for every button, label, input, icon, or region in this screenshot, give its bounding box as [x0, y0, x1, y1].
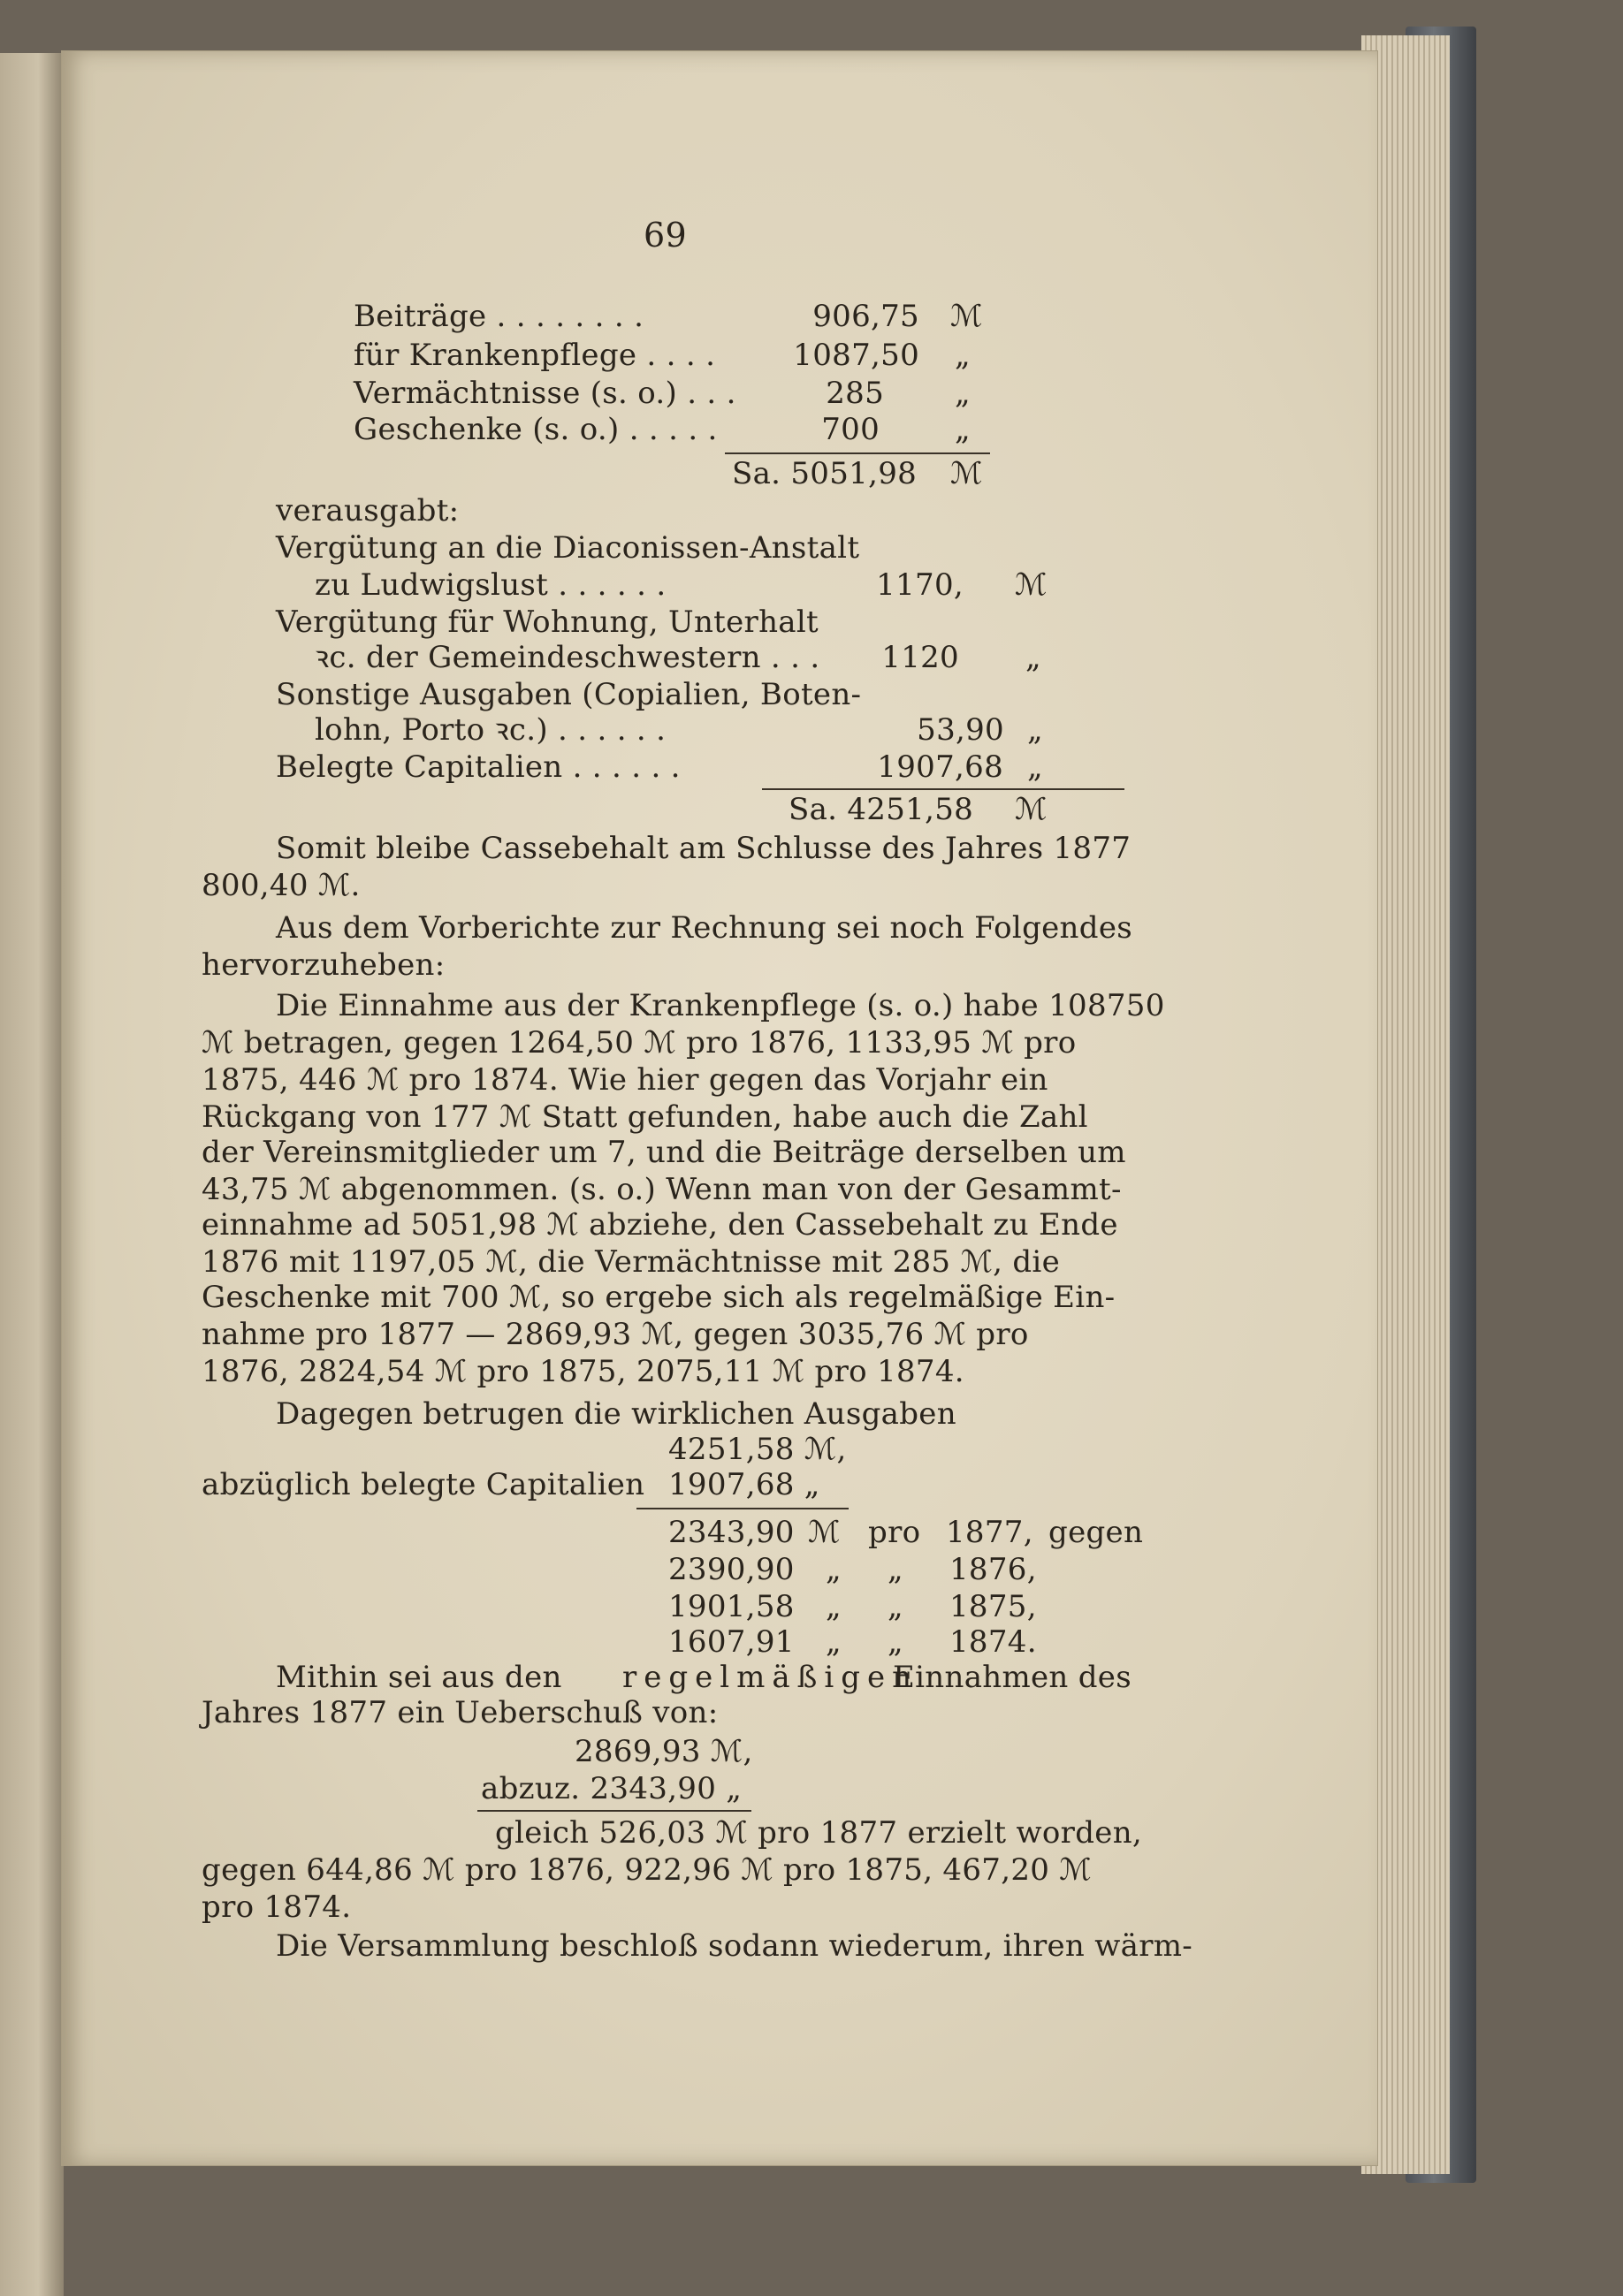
text-line: hervorzuheben:: [202, 947, 446, 983]
text-line: 1876, 2824,54 ℳ pro 1875, 2075,11 ℳ pro 1874.: [202, 1354, 964, 1389]
expense-line: lohn, Porto ꝛc.) . . . . . .: [315, 712, 667, 748]
left-page-edge: [0, 53, 64, 2296]
expense-amount: 1907,68: [877, 749, 1003, 785]
sum-rule: [725, 452, 990, 454]
income-total: Sa. 5051,98: [732, 456, 918, 491]
calc-result-mark: „: [826, 1624, 842, 1660]
income-row-label: Beiträge . . . . . . . .: [354, 299, 644, 334]
page-number: 69: [644, 216, 687, 255]
text-line: ℳ betragen, gegen 1264,50 ℳ pro 1876, 1133,95 ℳ pro: [202, 1025, 1077, 1061]
text-line: Aus dem Vorberichte zur Rechnung sei noch Folgendes: [276, 910, 1132, 946]
text-line: Die Einnahme aus der Krankenpflege (s. o.) habe 108750: [276, 988, 1165, 1023]
text-line: 1875, 446 ℳ pro 1874. Wie hier gegen das Vorjahr ein: [202, 1062, 1048, 1098]
income-row-unit: „: [955, 376, 971, 411]
expense-line: Belegte Capitalien . . . . . .: [276, 749, 681, 785]
sum-rule: [762, 788, 1124, 790]
text-line: einnahme ad 5051,98 ℳ abziehe, den Cassebehalt zu Ende: [202, 1207, 1118, 1243]
income-row-unit: „: [955, 338, 971, 373]
text-line: Geschenke mit 700 ℳ, so ergebe sich als regelmäßige Ein-: [202, 1280, 1116, 1315]
emphasized-word: regelmäßigen: [622, 1660, 919, 1695]
calc-line: 4251,58 ℳ,: [668, 1432, 847, 1467]
calc-result-pro: „: [888, 1589, 903, 1624]
calc-label: abzüglich belegte Capitalien: [202, 1467, 645, 1502]
expense-line: ꝛc. der Gemeindeschwestern . . .: [315, 640, 820, 675]
income-row-amount: 906,75: [812, 299, 919, 334]
income-row-label: Geschenke (s. o.) . . . . .: [354, 412, 718, 447]
expense-unit: „: [1027, 749, 1043, 785]
text-line: pro 1874.: [202, 1889, 352, 1925]
text-line: Die Versammlung beschloß sodann wiederum, ihren wärm-: [276, 1928, 1193, 1964]
calc-line: abzuz. 2343,90 „: [481, 1771, 743, 1806]
calc-line: 2869,93 ℳ,: [575, 1734, 753, 1769]
calc-result-pro: pro: [868, 1515, 921, 1550]
calc-result-year: 1877,: [946, 1515, 1033, 1550]
calc-result-amount: 1901,58: [668, 1589, 795, 1624]
expense-amount: 1120: [881, 640, 959, 675]
calc-result-mark: „: [826, 1589, 842, 1624]
income-row-amount: 285: [826, 376, 884, 411]
expense-line: Vergütung an die Diaconissen-Anstalt: [276, 530, 860, 566]
calc-result-mark: „: [826, 1552, 842, 1587]
calc-line: 1907,68 „: [668, 1467, 820, 1502]
text-line: 1876 mit 1197,05 ℳ, die Vermächtnisse mit 285 ℳ, die: [202, 1244, 1061, 1280]
text-line: Rückgang von 177 ℳ Statt gefunden, habe auch die Zahl: [202, 1099, 1088, 1135]
calc-result-year: 1876,: [949, 1552, 1037, 1587]
text-line: gleich 526,03 ℳ pro 1877 erzielt worden,: [495, 1815, 1142, 1851]
text-line: 43,75 ℳ abgenommen. (s. o.) Wenn man von der Gesammt-: [202, 1172, 1122, 1207]
income-row-amount: 1087,50: [793, 338, 919, 373]
calc-result-amount: 2390,90: [668, 1552, 795, 1587]
expenses-total-unit: ℳ: [1015, 792, 1048, 827]
income-row-unit: ℳ: [950, 299, 983, 334]
income-row-label: Vermächtnisse (s. o.) . . .: [354, 376, 736, 411]
text-line: Somit bleibe Cassebehalt am Schlusse des Jahres 1877: [276, 831, 1132, 866]
calc-result-extra: gegen: [1048, 1515, 1144, 1550]
text-line: nahme pro 1877 — 2869,93 ℳ, gegen 3035,76 ℳ pro: [202, 1317, 1029, 1352]
text-line: gegen 644,86 ℳ pro 1876, 922,96 ℳ pro 1875, 467,20 ℳ: [202, 1852, 1092, 1888]
sum-rule: [636, 1508, 849, 1509]
calc-result-mark: ℳ: [808, 1515, 841, 1550]
text-line: der Vereinsmitglieder um 7, und die Beiträge derselben um: [202, 1135, 1126, 1170]
expense-amount: 1170,: [876, 567, 964, 603]
expense-line: Sonstige Ausgaben (Copialien, Boten-: [276, 677, 862, 712]
income-row-label: für Krankenpflege . . . .: [354, 338, 716, 373]
calc-result-amount: 2343,90: [668, 1515, 795, 1550]
income-total-unit: ℳ: [950, 456, 983, 491]
expense-unit: ℳ: [1015, 567, 1048, 603]
calc-result-amount: 1607,91: [668, 1624, 795, 1660]
text-line: Einnahmen des: [893, 1660, 1132, 1695]
text-line: 800,40 ℳ.: [202, 868, 361, 903]
calc-result-pro: „: [888, 1552, 903, 1587]
calc-result-year: 1875,: [949, 1589, 1037, 1624]
sum-rule: [477, 1810, 751, 1812]
expense-unit: „: [1027, 712, 1043, 748]
income-row-amount: 700: [821, 412, 880, 447]
text-line: Dagegen betrugen die wirklichen Ausgaben: [276, 1396, 956, 1432]
expenses-total: Sa. 4251,58: [789, 792, 974, 827]
expenses-heading: verausgabt:: [276, 493, 460, 528]
text-line: Mithin sei aus den: [276, 1660, 562, 1695]
calc-result-year: 1874.: [949, 1624, 1037, 1660]
calc-result-pro: „: [888, 1624, 903, 1660]
expense-line: zu Ludwigslust . . . . . .: [315, 567, 667, 603]
text-line: Jahres 1877 ein Ueberschuß von:: [202, 1695, 719, 1730]
income-row-unit: „: [955, 412, 971, 447]
expense-line: Vergütung für Wohnung, Unterhalt: [276, 604, 819, 640]
expense-amount: 53,90: [917, 712, 1004, 748]
expense-unit: „: [1025, 640, 1041, 675]
